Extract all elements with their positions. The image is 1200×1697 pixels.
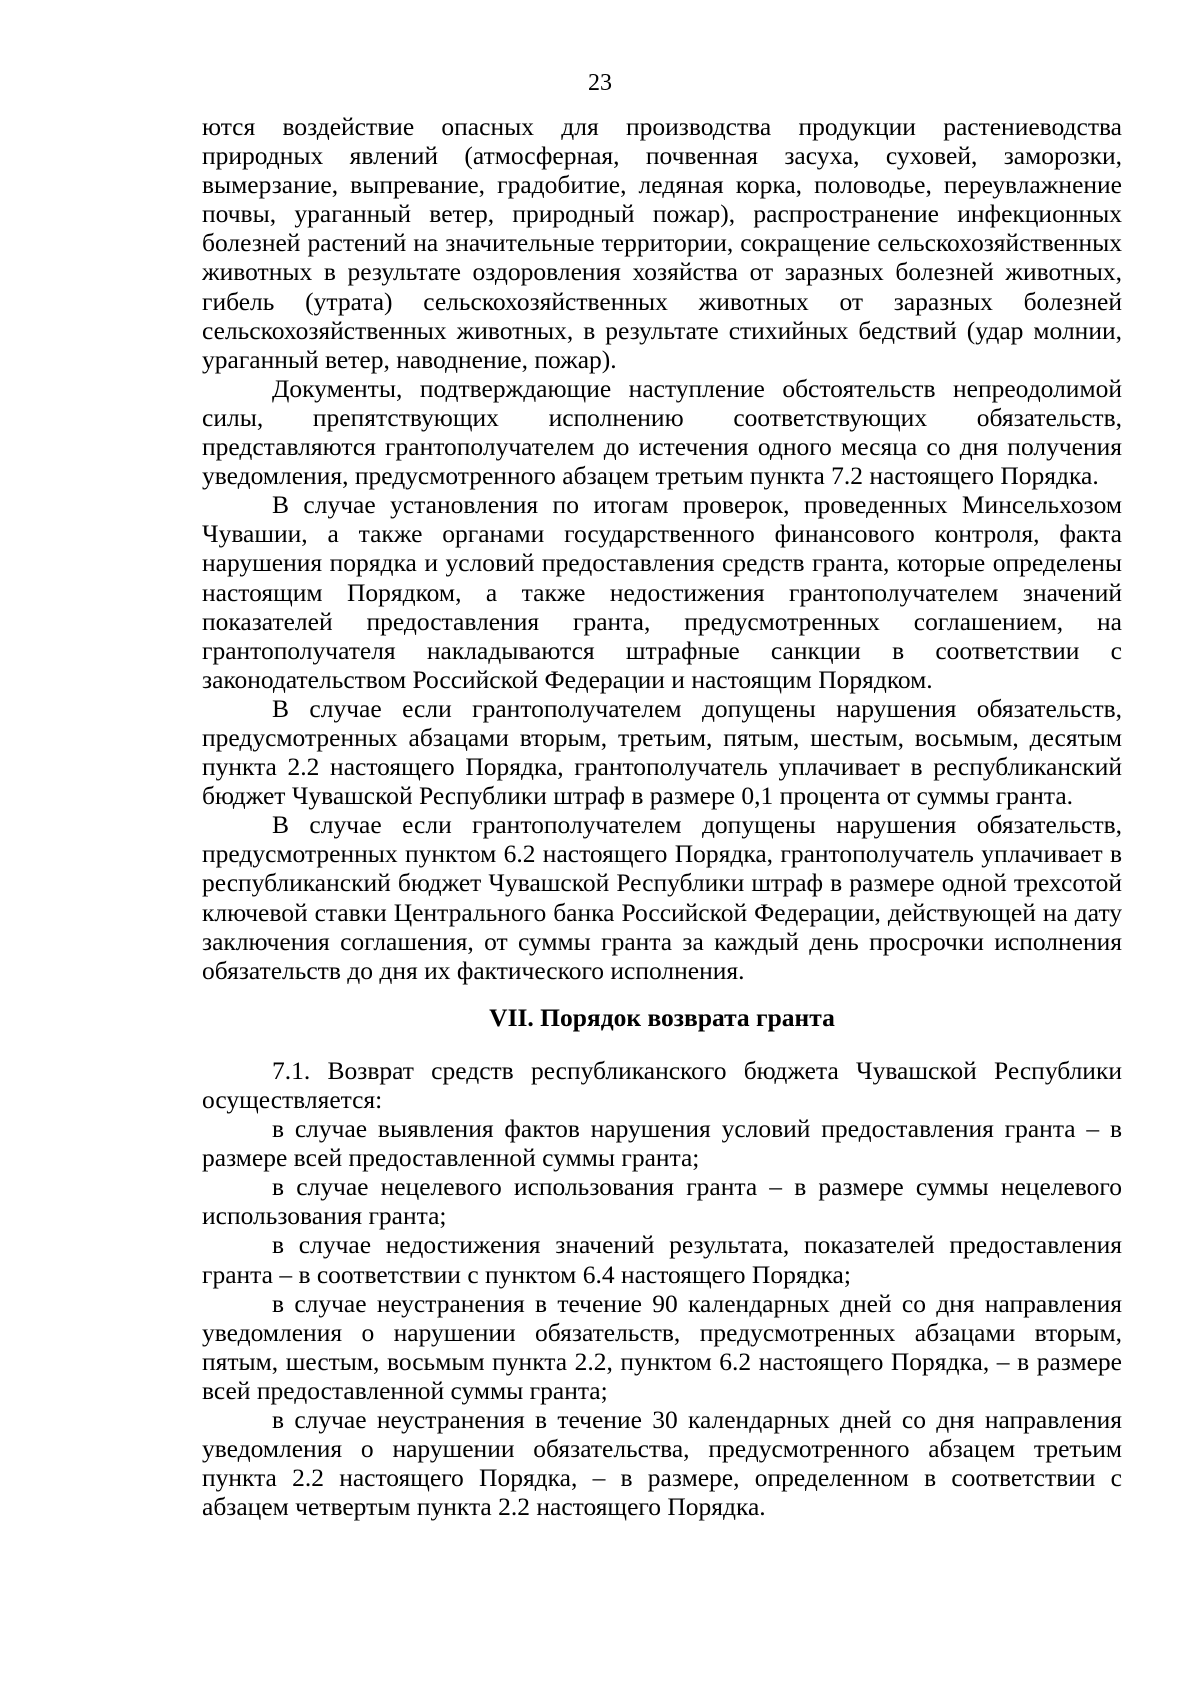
section-heading: VII. Порядок возврата гранта [489, 1002, 835, 1032]
list-item-non-achievement: в случае недостижения значений результата, показателей предоставления гранта – в соответствии с пунктом 6.4 настоящего Порядка; [202, 1230, 1122, 1289]
paragraph-force-majeure-documents: Документы, подтверждающие наступление обстоятельств непреодолимой силы, препятствующих исполнению соответствующих обязательств, представляются грантополучателем до истечения одного месяца со дня получения уведомления, предусмотренного абзацем третьим пункта 7.2 настоящего Порядка. [202, 373, 1122, 491]
list-item-misuse: в случае нецелевого использования гранта – в размере суммы нецелевого использования гранта; [202, 1172, 1122, 1231]
paragraph-inspection-penalties: В случае установления по итогам проверок, проведенных Минсельхозом Чувашии, а также органами государственного финансового контроля, факта нарушения порядка и условий предоставления средств гранта, которые определены настоящим Порядком, а также недостижения грантополучателем значений показателей предоставления гранта, предусмотренных соглашением, на грантополучателя накладываются штрафные санкции в соответствии с законодательством Российской Федерации и настоящим Порядком. [202, 490, 1122, 694]
list-item-violation: в случае выявления фактов нарушения условий предоставления гранта – в размере всей предоставленной суммы гранта; [202, 1114, 1122, 1173]
paragraph-continued: ются воздействие опасных для производства продукции растениеводства природных явлений (атмосферная, почвенная засуха, суховей, заморозки, вымерзание, выпревание, градобитие, ледяная корка, половодье, переувлажнение почвы, ураганный ветер, природный пожар), распространение инфекционных болезней растений на значительные территории, сокращение сельскохозяйственных животных в результате оздоровления хозяйства от заразных болезней животных, гибель (утрата) сельскохозяйственных животных от заразных болезней сельскохозяйственных животных, в результате стихийных бедствий (удар молнии, ураганный ветер, наводнение, пожар). [202, 112, 1122, 374]
document-body [202, 112, 1122, 1521]
paragraph-7-1: 7.1. Возврат средств республиканского бюджета Чувашской Республики осуществляется: [202, 1055, 1122, 1114]
paragraph-penalty-section-6-2: В случае если грантополучателем допущены нарушения обязательств, предусмотренных пунктом 6.2 настоящего Порядка, грантополучатель уплачивает в республиканский бюджет Чувашской Республики штраф в размере одной трехсотой ключевой ставки Центрального банка Российской Федерации, действующей на дату заключения соглашения, от суммы гранта за каждый день просрочки исполнения обязательств до дня их фактического исполнения. [202, 810, 1122, 985]
page-number: 23 [588, 70, 612, 96]
list-item-30-days: в случае неустранения в течение 30 календарных дней со дня направления уведомления о нарушении обязательства, предусмотренного абзацем третьим пункта 2.2 настоящего Порядка, – в размере, определенном в соответствии с абзацем четвертым пункта 2.2 настоящего Порядка. [202, 1405, 1122, 1522]
paragraph-penalty-section-2-2: В случае если грантополучателем допущены нарушения обязательств, предусмотренных абзацами вторым, третьим, пятым, шестым, восьмым, десятым пункта 2.2 настоящего Порядка, грантополучатель уплачивает в республиканский бюджет Чувашской Республики штраф в размере 0,1 процента от суммы гранта. [202, 693, 1122, 811]
list-item-90-days: в случае неустранения в течение 90 календарных дней со дня направления уведомления о нарушении обязательств, предусмотренных абзацами вторым, пятым, шестым, восьмым пункта 2.2, пунктом 6.2 настоящего Порядка, – в размере всей предоставленной суммы гранта; [202, 1288, 1122, 1405]
